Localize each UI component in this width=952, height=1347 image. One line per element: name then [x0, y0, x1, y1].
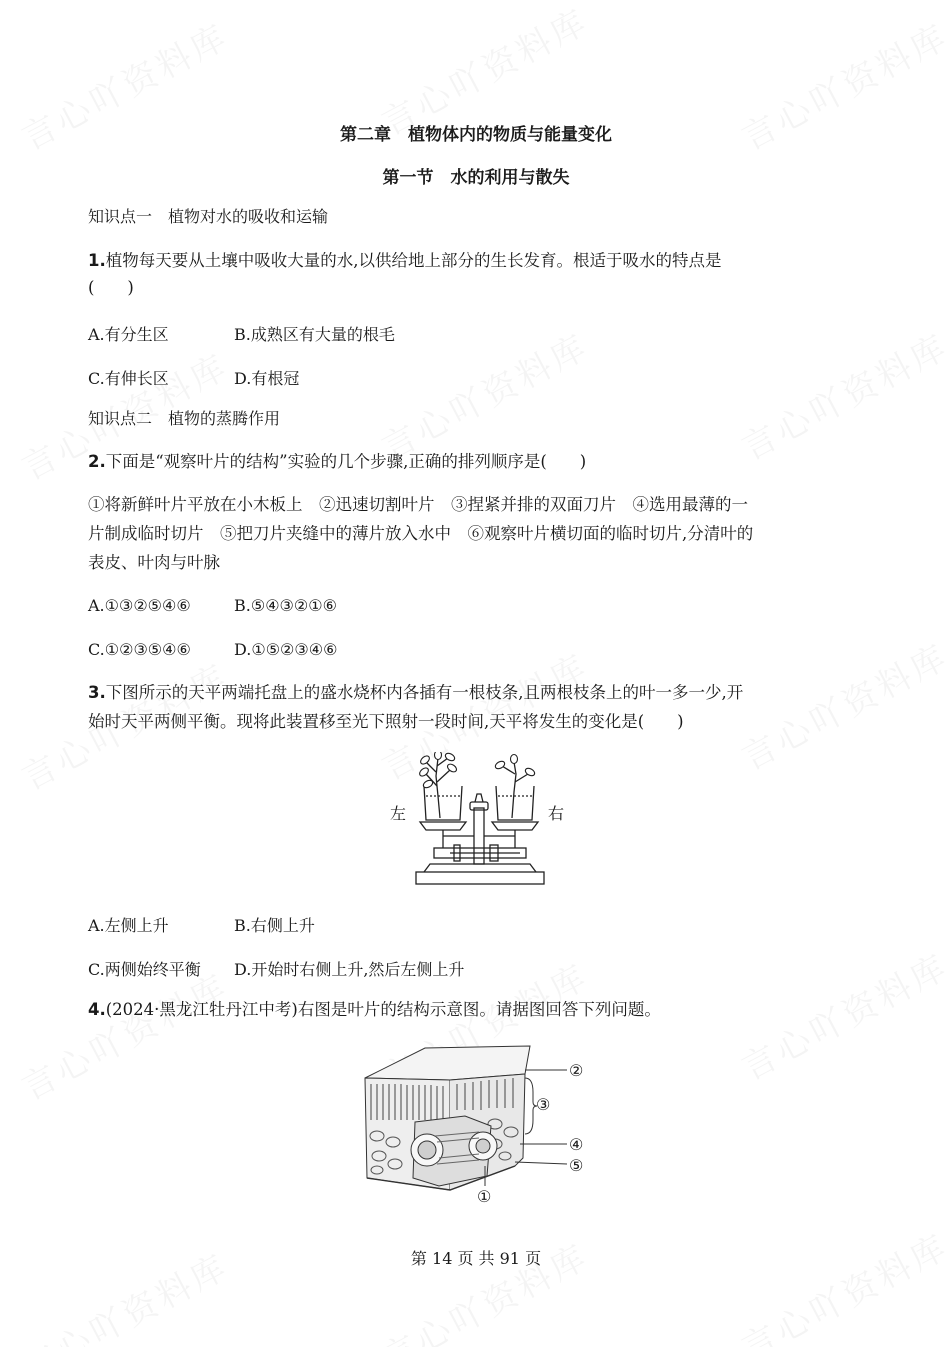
left-branch [436, 758, 440, 818]
steps-line: 表皮、叶肉与叶脉 [88, 553, 220, 572]
answer-paren: ( ) [88, 278, 134, 297]
right-beaker [496, 786, 534, 820]
question-number: 2. [88, 452, 106, 471]
watermark [12, 959, 236, 1109]
question-3 [88, 683, 868, 703]
center-post [474, 808, 484, 864]
option-a: A.左侧上升 [88, 916, 169, 935]
knowledge-point-1: 知识点一 植物对水的吸收和运输 [88, 207, 329, 226]
question-number: 1. [88, 251, 106, 270]
question-1 [88, 251, 868, 271]
steps-line: 片制成临时切片 ⑤把刀片夹缝中的薄片放入水中 ⑥观察叶片横切面的临时切片,分清叶的 [88, 524, 754, 543]
question-text: 下面是“观察叶片的结构”实验的几个步骤,正确的排列顺序是( ) [105, 452, 587, 471]
label-1: ① [477, 1187, 492, 1206]
watermark [732, 319, 952, 469]
chapter-title: 第二章 植物体内的物质与能量变化 [340, 125, 612, 145]
option-c: C.有伸长区 [88, 369, 169, 388]
leader-5 [515, 1162, 567, 1164]
question-number: 3. [88, 683, 106, 702]
label-left: 左 [390, 804, 407, 823]
watermark [372, 319, 596, 469]
question-text: 下图所示的天平两端托盘上的盛水烧杯内各插有一根枝条,且两根枝条上的叶一多一少,开 [105, 683, 744, 702]
leaf-structure-figure [355, 1040, 595, 1210]
label-4: ④ [569, 1135, 584, 1154]
right-branch [512, 762, 516, 818]
question-text: (2024·黑龙江牡丹江中考)右图是叶片的结构示意图。请据图回答下列问题。 [105, 1000, 661, 1019]
balance-pedestal [424, 864, 536, 872]
right-pan [492, 822, 538, 830]
option-b: B.右侧上升 [234, 916, 315, 935]
question-text: 植物每天要从土壤中吸收大量的水,以供给地上部分的生长发育。根适于吸水的特点是 [105, 251, 722, 270]
section-title: 第一节 水的利用与散失 [382, 168, 570, 188]
upper-epidermis-surface [365, 1046, 530, 1080]
page-footer: 第 14 页 共 91 页 [410, 1249, 542, 1268]
knowledge-point-2: 知识点二 植物的蒸腾作用 [88, 409, 281, 428]
option-c: C.①②③⑤④⑥ [88, 640, 191, 659]
option-d: D.开始时右侧上升,然后左侧上升 [234, 960, 465, 979]
question-4 [88, 1000, 868, 1020]
label-right: 右 [548, 804, 565, 823]
label-2: ② [569, 1061, 584, 1080]
watermark [732, 629, 952, 779]
option-a: A.①③②⑤④⑥ [88, 596, 191, 615]
label-5: ⑤ [569, 1156, 584, 1175]
option-c: C.两侧始终平衡 [88, 960, 201, 979]
watermark [732, 1219, 952, 1347]
option-d: D.①⑤②③④⑥ [234, 640, 338, 659]
option-d: D.有根冠 [234, 369, 300, 388]
question-number: 4. [88, 1000, 106, 1019]
left-pan [420, 822, 466, 830]
question-text: 始时天平两侧平衡。现将此装置移至光下照射一段时间,天平将发生的变化是( ) [88, 712, 684, 731]
option-a: A.有分生区 [88, 325, 169, 344]
steps-line: ①将新鲜叶片平放在小木板上 ②迅速切割叶片 ③捏紧并排的双面刀片 ④选用最薄的一 [88, 495, 748, 514]
option-b: B.成熟区有大量的根毛 [234, 325, 395, 344]
question-2 [88, 452, 868, 472]
balance-base [416, 872, 544, 884]
left-beaker [424, 786, 462, 820]
label-3: ③ [536, 1095, 551, 1114]
option-b: B.⑤④③②①⑥ [234, 596, 337, 615]
